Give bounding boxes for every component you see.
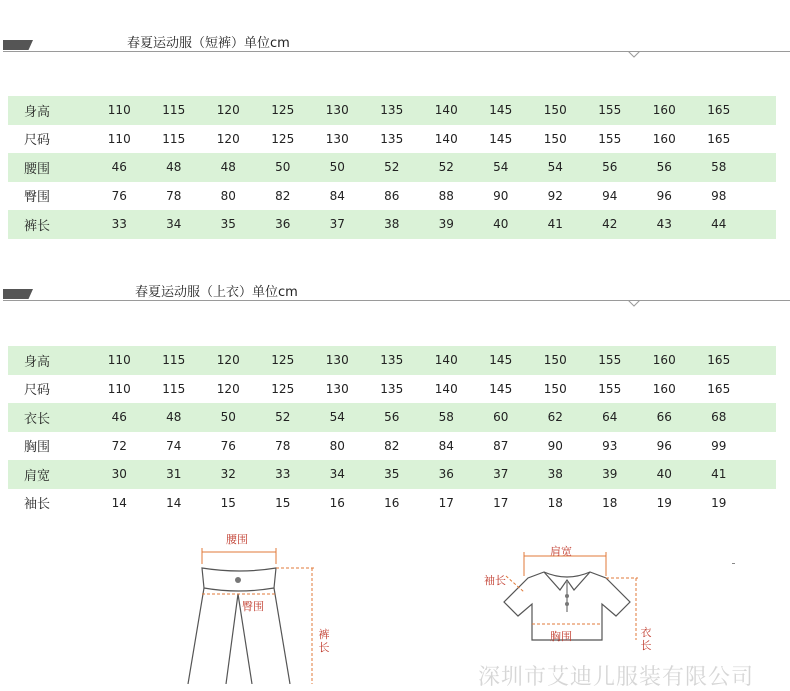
row-padding <box>746 96 776 125</box>
sleeve-label: 袖长 <box>484 574 506 587</box>
table-cell: 96 <box>637 182 692 211</box>
table-cell: 82 <box>256 182 311 211</box>
top-section-header <box>0 281 790 311</box>
table-cell: 82 <box>365 432 420 461</box>
row-label: 衣长 <box>8 403 92 432</box>
table-cell: 93 <box>583 432 638 461</box>
table-row <box>8 346 776 375</box>
row-padding <box>746 346 776 375</box>
table-cell: 160 <box>637 96 692 125</box>
table-cell: 62 <box>528 403 583 432</box>
shorts-section-title: 春夏运动服（短裤）单位cm <box>127 36 290 51</box>
row-padding <box>746 375 776 404</box>
hip-label: 臀围 <box>242 600 264 613</box>
table-cell: 39 <box>419 210 474 239</box>
table-cell: 34 <box>310 460 365 489</box>
table-cell: 140 <box>419 96 474 125</box>
shirt-diagram <box>480 540 660 650</box>
table-cell: 36 <box>419 460 474 489</box>
table-cell: 32 <box>201 460 256 489</box>
table-cell: 38 <box>365 210 420 239</box>
row-label: 尺码 <box>8 125 92 154</box>
table-cell: 66 <box>637 403 692 432</box>
table-cell: 15 <box>201 489 256 518</box>
row-label: 胸围 <box>8 432 92 461</box>
table-cell: 64 <box>583 403 638 432</box>
table-cell: 145 <box>474 96 529 125</box>
table-cell: 145 <box>474 125 529 154</box>
table-cell: 150 <box>528 125 583 154</box>
table-row <box>8 432 776 461</box>
table-cell: 37 <box>310 210 365 239</box>
row-label: 腰围 <box>8 153 92 182</box>
table-cell: 52 <box>256 403 311 432</box>
table-row <box>8 489 776 518</box>
table-cell: 34 <box>147 210 202 239</box>
table-cell: 33 <box>92 210 147 239</box>
table-cell: 38 <box>528 460 583 489</box>
table-cell: 99 <box>692 432 747 461</box>
table-cell: 155 <box>583 96 638 125</box>
table-cell: 41 <box>692 460 747 489</box>
table-cell: 86 <box>365 182 420 211</box>
table-cell: 125 <box>256 96 311 125</box>
shorts-section-header <box>0 32 790 62</box>
section-marker-icon <box>3 289 33 299</box>
table-cell: 42 <box>583 210 638 239</box>
table-cell: 84 <box>310 182 365 211</box>
table-cell: 17 <box>474 489 529 518</box>
table-cell: 145 <box>474 346 529 375</box>
table-cell: 46 <box>92 153 147 182</box>
section-divider <box>3 300 790 301</box>
table-cell: 135 <box>365 96 420 125</box>
table-cell: 140 <box>419 346 474 375</box>
table-cell: 160 <box>637 125 692 154</box>
table-cell: 92 <box>528 182 583 211</box>
table-cell: 76 <box>92 182 147 211</box>
table-cell: 150 <box>528 346 583 375</box>
row-label: 裤长 <box>8 210 92 239</box>
table-row <box>8 182 776 211</box>
row-label: 尺码 <box>8 375 92 404</box>
row-padding <box>746 182 776 211</box>
table-cell: 48 <box>201 153 256 182</box>
table-cell: 68 <box>692 403 747 432</box>
table-cell: 165 <box>692 346 747 375</box>
table-cell: 50 <box>310 153 365 182</box>
table-cell: 110 <box>92 96 147 125</box>
section-divider <box>3 51 790 52</box>
table-cell: 84 <box>419 432 474 461</box>
table-cell: 96 <box>637 432 692 461</box>
table-cell: 52 <box>419 153 474 182</box>
table-row <box>8 96 776 125</box>
table-cell: 87 <box>474 432 529 461</box>
table-cell: 19 <box>692 489 747 518</box>
table-cell: 155 <box>583 125 638 154</box>
row-label: 臀围 <box>8 182 92 211</box>
table-cell: 54 <box>528 153 583 182</box>
table-row <box>8 460 776 489</box>
table-cell: 14 <box>92 489 147 518</box>
table-cell: 115 <box>147 96 202 125</box>
table-cell: 88 <box>419 182 474 211</box>
table-cell: 160 <box>637 375 692 404</box>
table-cell: 58 <box>419 403 474 432</box>
waist-label: 腰围 <box>226 533 248 546</box>
table-cell: 76 <box>201 432 256 461</box>
table-cell: 120 <box>201 375 256 404</box>
table-cell: 52 <box>365 153 420 182</box>
table-cell: 140 <box>419 375 474 404</box>
table-cell: 18 <box>583 489 638 518</box>
table-cell: 17 <box>419 489 474 518</box>
table-cell: 120 <box>201 96 256 125</box>
table-cell: 145 <box>474 375 529 404</box>
table-cell: 48 <box>147 403 202 432</box>
row-padding <box>746 460 776 489</box>
table-cell: 130 <box>310 96 365 125</box>
top-section-title: 春夏运动服（上衣）单位cm <box>135 285 298 300</box>
table-cell: 16 <box>365 489 420 518</box>
table-cell: 37 <box>474 460 529 489</box>
table-cell: 50 <box>256 153 311 182</box>
table-cell: 48 <box>147 153 202 182</box>
table-cell: 74 <box>147 432 202 461</box>
table-cell: 115 <box>147 125 202 154</box>
company-watermark: 深圳市艾迪儿服装有限公司 <box>478 665 755 690</box>
table-row <box>8 153 776 182</box>
pants-length-label: 裤长 <box>318 628 330 654</box>
table-cell: 150 <box>528 96 583 125</box>
table-cell: 155 <box>583 375 638 404</box>
chest-label: 胸围 <box>550 630 572 643</box>
table-cell: 130 <box>310 375 365 404</box>
table-cell: 90 <box>528 432 583 461</box>
table-cell: 160 <box>637 346 692 375</box>
table-cell: 120 <box>201 125 256 154</box>
table-cell: 150 <box>528 375 583 404</box>
shoulder-label: 肩宽 <box>550 545 572 558</box>
table-cell: 155 <box>583 346 638 375</box>
table-cell: 30 <box>92 460 147 489</box>
section-marker-icon <box>3 40 33 50</box>
table-cell: 115 <box>147 375 202 404</box>
top-size-table <box>8 346 776 517</box>
table-cell: 110 <box>92 346 147 375</box>
table-cell: 60 <box>474 403 529 432</box>
table-cell: 58 <box>692 153 747 182</box>
table-cell: 14 <box>147 489 202 518</box>
row-label: 袖长 <box>8 489 92 518</box>
table-cell: 94 <box>583 182 638 211</box>
table-cell: 80 <box>310 432 365 461</box>
divider-notch-icon <box>628 300 640 308</box>
table-cell: 56 <box>365 403 420 432</box>
table-cell: 135 <box>365 346 420 375</box>
table-cell: 35 <box>201 210 256 239</box>
table-cell: 125 <box>256 125 311 154</box>
table-cell: 56 <box>583 153 638 182</box>
table-cell: 120 <box>201 346 256 375</box>
table-cell: 40 <box>474 210 529 239</box>
table-cell: 165 <box>692 125 747 154</box>
table-cell: 15 <box>256 489 311 518</box>
table-cell: 54 <box>310 403 365 432</box>
table-cell: 140 <box>419 125 474 154</box>
table-cell: 56 <box>637 153 692 182</box>
table-cell: 19 <box>637 489 692 518</box>
shorts-size-table <box>8 96 776 239</box>
table-cell: 36 <box>256 210 311 239</box>
table-row <box>8 125 776 154</box>
table-cell: 125 <box>256 346 311 375</box>
shirt-length-label: 衣长 <box>640 626 652 652</box>
row-padding <box>746 489 776 518</box>
row-label: 身高 <box>8 346 92 375</box>
row-padding <box>746 432 776 461</box>
table-cell: 130 <box>310 125 365 154</box>
row-label: 身高 <box>8 96 92 125</box>
table-row <box>8 210 776 239</box>
table-cell: 44 <box>692 210 747 239</box>
table-cell: 165 <box>692 96 747 125</box>
divider-notch-icon <box>628 51 640 59</box>
table-cell: 98 <box>692 182 747 211</box>
table-cell: 115 <box>147 346 202 375</box>
table-row <box>8 375 776 404</box>
row-padding <box>746 403 776 432</box>
table-cell: 40 <box>637 460 692 489</box>
table-cell: 110 <box>92 375 147 404</box>
stray-mark <box>732 563 735 564</box>
table-cell: 43 <box>637 210 692 239</box>
table-cell: 18 <box>528 489 583 518</box>
table-cell: 35 <box>365 460 420 489</box>
table-row <box>8 403 776 432</box>
table-cell: 78 <box>256 432 311 461</box>
table-cell: 135 <box>365 375 420 404</box>
table-cell: 54 <box>474 153 529 182</box>
pants-diagram <box>180 528 340 684</box>
table-cell: 110 <box>92 125 147 154</box>
table-cell: 90 <box>474 182 529 211</box>
table-cell: 125 <box>256 375 311 404</box>
row-padding <box>746 153 776 182</box>
row-label: 肩宽 <box>8 460 92 489</box>
table-cell: 46 <box>92 403 147 432</box>
table-cell: 16 <box>310 489 365 518</box>
table-cell: 135 <box>365 125 420 154</box>
table-cell: 130 <box>310 346 365 375</box>
table-cell: 80 <box>201 182 256 211</box>
table-cell: 41 <box>528 210 583 239</box>
table-cell: 31 <box>147 460 202 489</box>
table-cell: 72 <box>92 432 147 461</box>
table-cell: 33 <box>256 460 311 489</box>
row-padding <box>746 210 776 239</box>
table-cell: 165 <box>692 375 747 404</box>
table-cell: 39 <box>583 460 638 489</box>
row-padding <box>746 125 776 154</box>
table-cell: 78 <box>147 182 202 211</box>
table-cell: 50 <box>201 403 256 432</box>
